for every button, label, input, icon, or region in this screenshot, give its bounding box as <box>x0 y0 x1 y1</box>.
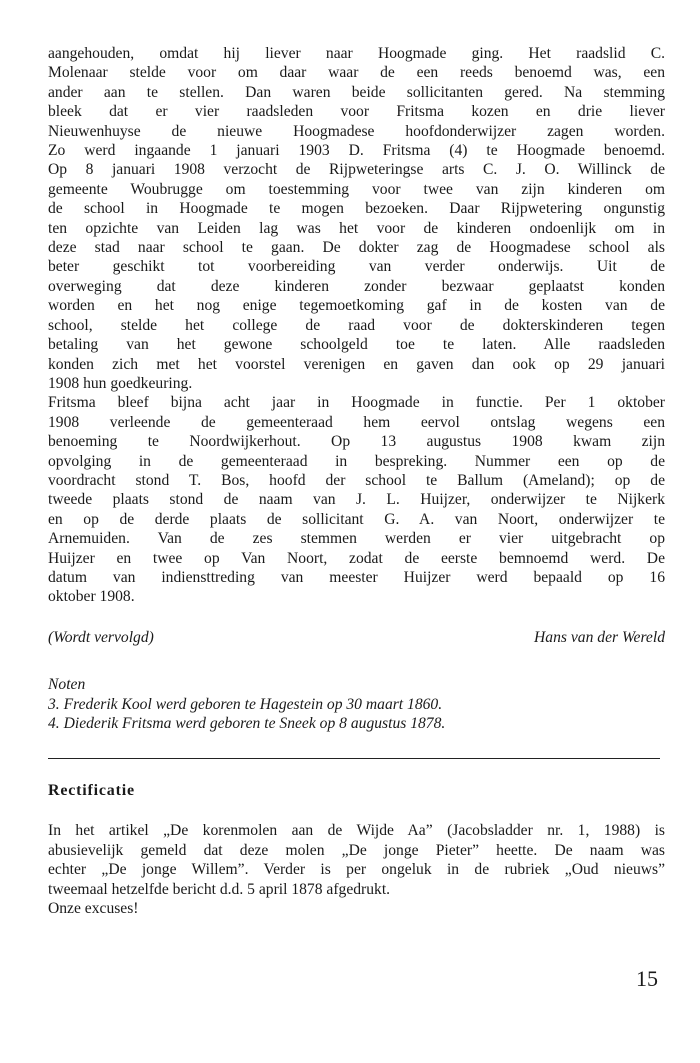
article-line: en op de derde plaats de sollicitant G. A. van Noort, onderwijzer te <box>48 510 665 528</box>
article-line: oktober 1908. <box>48 588 135 606</box>
article-line: beter geschikt tot voorbereiding van verder onderwijs. Uit de <box>48 258 665 276</box>
author-name: Hans van der Wereld <box>534 628 665 646</box>
article-line: ander aan te stellen. Dan waren beide sollicitanten gered. Na stemming <box>48 83 665 101</box>
article-line: konden zich met het voorstel verenigen en gaven dan ook op 29 januari <box>48 355 665 373</box>
article-line: opvolging in de gemeenteraad in bespreking. Nummer een op de <box>48 452 665 470</box>
article-line: worden en het nog enige tegemoetkoming gaf in de kosten van de <box>48 297 665 315</box>
article-line: tweede plaats stond de naam van J. L. Huijzer, onderwijzer te Nijkerk <box>48 491 665 509</box>
article-line: overweging dat deze kinderen zonder bezwaar geplaatst konden <box>48 277 665 295</box>
article-line: aangehouden, omdat hij liever naar Hoogmade ging. Het raadslid C. <box>48 45 665 62</box>
article-line: deze stad naar school te gaan. De dokter zag de Hoogmadese school als <box>48 239 665 257</box>
rectificatie-line: abusievelijk gemeld dat deze molen „De jonge Pieter” heette. De naam was <box>48 841 665 859</box>
article-line: betaling van het gewone schoolgeld toe te laten. Alle raadsleden <box>48 336 665 354</box>
article-line: voordracht stond T. Bos, hoofd der school te Ballum (Ameland); op de <box>48 471 665 489</box>
article-line: 1908 hun goedkeuring. <box>48 374 193 392</box>
continued-label: (Wordt vervolgd) <box>48 628 154 646</box>
rectificatie-line: Onze excuses! <box>48 900 139 918</box>
rectificatie-body <box>48 821 665 918</box>
page-content <box>48 44 665 918</box>
article-line: 1908 verleende de gemeenteraad hem eervol ontslag wegens een <box>48 413 665 431</box>
article-line: gemeente Woubrugge om toestemming voor twee van zijn kinderen om <box>48 180 665 198</box>
article-line: Fritsma bleef bijna acht jaar in Hoogmade in functie. Per 1 oktober <box>48 394 665 412</box>
article-footer <box>48 628 665 647</box>
article-line: Zo werd ingaande 1 januari 1903 D. Fritsma (4) te Hoogmade benoemd. <box>48 142 665 160</box>
note-item: 4. Diederik Fritsma werd geboren te Sneek op 8 augustus 1878. <box>48 715 446 732</box>
notes-section <box>48 675 665 733</box>
page-number: 15 <box>636 966 658 991</box>
article-line: ten opzichte van Leiden lag was het voor de kinderen ondoenlijk om in <box>48 219 665 237</box>
rectificatie-title: Rectificatie <box>48 782 135 800</box>
notes-heading: Noten <box>48 676 86 694</box>
article-line: Op 8 januari 1908 verzocht de Rijpweteringse arts C. J. O. Willinck de <box>48 161 665 179</box>
article-line: Nieuwenhuyse de nieuwe Hoogmadese hoofdonderwijzer zagen worden. <box>48 122 665 140</box>
rectificatie-line: echter „De jonge Willem”. Verder is per ongeluk in de rubriek „Oud nieuws” <box>48 861 665 879</box>
article-body <box>48 44 665 607</box>
rectificatie-line: tweemaal hetzelfde bericht d.d. 5 april 1878 afgedrukt. <box>48 880 391 898</box>
article-line: Huijzer en twee op Van Noort, zodat de eerste bemnoemd werd. De <box>48 549 665 567</box>
article-line: school, stelde het college de raad voor de dokterskinderen tegen <box>48 316 665 334</box>
article-line: Arnemuiden. Van de zes stemmen werden er vier uitgebracht op <box>48 530 665 548</box>
article-line: bleek dat er vier raadsleden voor Fritsma kozen en drie liever <box>48 103 665 121</box>
article-line: benoeming te Noordwijkerhout. Op 13 augustus 1908 kwam zijn <box>48 433 665 451</box>
rectificatie-line: In het artikel „De korenmolen aan de Wijde Aa” (Jacobsladder nr. 1, 1988) is <box>48 822 665 840</box>
note-item: 3. Frederik Kool werd geboren te Hagestein op 30 maart 1860. <box>48 695 443 713</box>
article-line: de school in Hoogmade te mogen bezoeken. Daar Rijpwetering ongunstig <box>48 200 665 218</box>
article-line: Molenaar stelde voor om daar waar de een reeds benoemd was, een <box>48 64 665 82</box>
section-divider <box>48 758 660 759</box>
article-line: datum van indiensttreding van meester Huijzer werd bepaald op 16 <box>48 568 665 586</box>
